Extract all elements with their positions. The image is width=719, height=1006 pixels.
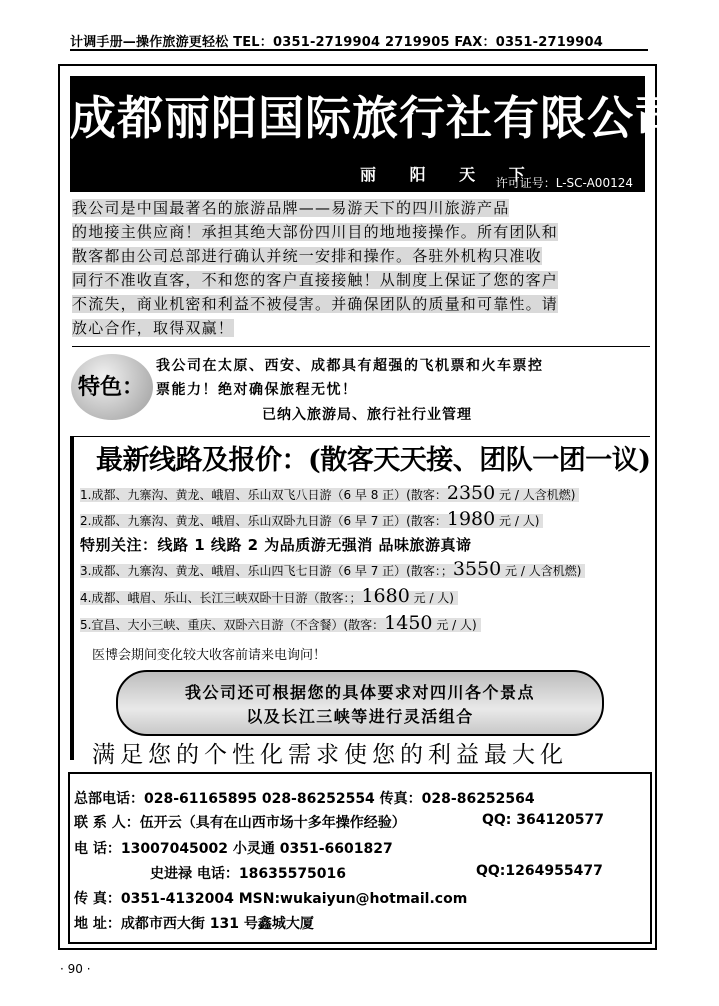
page-number: · 90 · (60, 962, 91, 976)
slogan: 满足您的个性化需求使您的利益最大化 (92, 742, 568, 768)
feature-line: 我公司在太原、西安、成都具有超强的飞机票和火车票控 (156, 358, 544, 374)
header-underline (70, 49, 648, 51)
feature-label: 特色： (78, 375, 145, 400)
contact-address: 地 址：成都市西大街 131 号鑫城大厦 (74, 916, 314, 932)
intro-line: 的地接主供应商！承担其绝大部份四川目的地地接操作。所有团队和 (72, 223, 559, 241)
route-price: 1980 (446, 508, 496, 530)
license-number: 许可证号：L-SC-A00124 (495, 176, 633, 190)
contact-qq: QQ: 364120577 (482, 812, 604, 828)
feature-text (156, 354, 626, 402)
route-price: 1680 (361, 585, 410, 607)
routes-title: 最新线路及报价：(散客天天接、团队一团一议) (96, 445, 651, 476)
custom-tour-pill (116, 670, 604, 736)
pill-line: 以及长江三峡等进行灵活组合 (246, 707, 474, 726)
tagline: 丽 阳 天 下 (360, 165, 539, 184)
route-price: 1450 (384, 612, 433, 634)
company-name: 成都丽阳国际旅行社有限公司 (70, 91, 681, 145)
route-price: 2350 (446, 482, 496, 504)
special-note: 特别关注：线路 1 线路 2 为品质游无强消 品味旅游真谛 (80, 536, 472, 554)
route-item: 3.成都、九寨沟、黄龙、峨眉、乐山四飞七日游（6 早 7 正）(散客：；3550 元 / 人含机燃) (80, 558, 585, 580)
intro-line: 我公司是中国最著名的旅游品牌——易游天下的四川旅游产品 (72, 199, 510, 217)
contact-person: 联 系 人：伍开云（具有在山西市场十多年操作经验） QQ: 364120577 (74, 812, 604, 831)
intro-line: 不流失，商业机密和利益不被侵害。并确保团队的质量和可靠性。请 (72, 295, 559, 313)
contact-second: 史进禄 电话：18635575016 QQ:1264955477 (150, 863, 603, 882)
divider (72, 436, 650, 437)
route-price: 3550 (452, 558, 502, 580)
intro-line: 放心合作，取得双赢！ (72, 319, 235, 337)
contact-qq: QQ:1264955477 (476, 863, 603, 879)
side-bar (70, 436, 74, 760)
contact-phone: 电 话：13007045002 小灵通 0351-6601827 (74, 841, 393, 857)
intro-line: 散客都由公司总部进行确认并统一安排和操作。各驻外机构只准收 (72, 247, 542, 265)
header-line (70, 31, 648, 53)
divider (72, 346, 650, 347)
route-item: 5.宜昌、大小三峡、重庆、双卧六日游（不含餐）(散客：1450 元 / 人) (80, 612, 481, 634)
route-item: 2.成都、九寨沟、黄龙、峨眉、乐山双卧九日游（6 早 7 正）(散客：1980 元 / 人) (80, 508, 543, 530)
contact-hq: 总部电话：028-61165895 028-86252554 传真：028-86252564 (74, 791, 535, 807)
header-text: 计调手册—操作旅游更轻松 TEL：0351-2719904 2719905 FAX：0351-2719904 (70, 35, 603, 50)
route-item: 4.成都、峨眉、乐山、长江三峡双卧十日游（散客：；1680 元 / 人) (80, 585, 458, 607)
expo-note: 医博会期间变化较大收客前请来电询问！ (92, 648, 327, 663)
feature-line: 票能力！绝对确保旅程无忧！ (156, 382, 358, 398)
route-item: 1.成都、九寨沟、黄龙、峨眉、乐山双飞八日游（6 早 8 正）(散客：2350 元 / 人含机燃) (80, 482, 579, 504)
registration-note: 已纳入旅游局、旅行社行业管理 (262, 407, 472, 423)
intro-line: 同行不准收直客，不和您的客户直接接触！从制度上保证了您的客户 (72, 271, 559, 289)
company-banner (70, 76, 681, 192)
pill-line: 我公司还可根据您的具体要求对四川各个景点 (184, 683, 535, 702)
intro-paragraph (72, 196, 620, 340)
contact-fax: 传 真：0351-4132004 MSN:wukaiyun@hotmail.com (74, 891, 468, 907)
